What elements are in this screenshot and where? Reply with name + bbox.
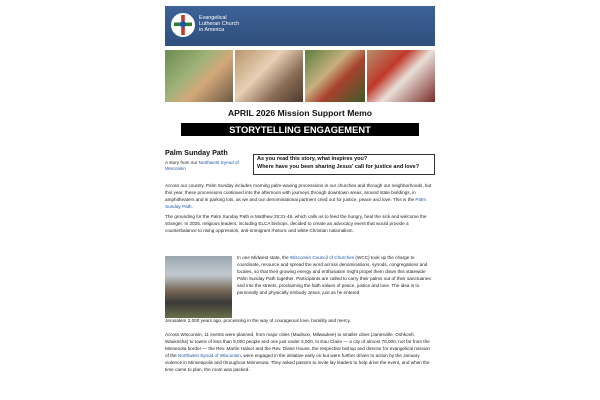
header-banner: [165, 6, 435, 46]
story-byline: A story from our Northwest Synod of Wisconsin: [165, 160, 239, 171]
wisconsin-group-photo: [165, 256, 232, 318]
photo-worship-2: [235, 50, 303, 102]
paragraph-grounding: The grounding for the Palm Sunday Path is Matthew 25:31-46, which calls us to feed the hungry, heal the sick and welcome the stranger. In 2025, religious leaders, including ELCA bishops, decided to create an advocacy event that would provide a counterbalance to rising oppression, anti-immigrant rhetoric and white Christian nationalism.: [165, 214, 427, 233]
photo-procession-1: [165, 50, 233, 102]
paragraph-wisconsin-cont: Jerusalem 2,000 years ago, processing in the way of courageous love, humility and mercy.: [165, 318, 351, 323]
elca-cross-logo-icon: [169, 11, 197, 39]
memo-page: [165, 6, 435, 400]
section-banner: STORYTELLING ENGAGEMENT: [181, 123, 419, 136]
paragraph-intro: Across our country, Palm Sunday includes morning palm-waving processions in our churches and through our neighborhoods, but this year, these processions continued into the afternoon with journeys through downtown areas, around state buildings, in amphitheaters and in parking lots, as we and our denominational partners cried out for justice, peace and love. This is the Palm Sunday Path.: [165, 183, 432, 209]
council-of-churches-link[interactable]: Wisconsin Council of Churches: [289, 255, 355, 260]
synod-link[interactable]: Northwest Synod of Wisconsin: [165, 160, 239, 171]
paragraph-events: Across Wisconsin, 11 events were planned, from major cities (Madison, Milwaukee) to smaller cities (Janesville, Oshkosh, Waukesha) to towns of less than 8,000 people and one just under 3,000. In Eau Claire — a city of almost 75,000, not far from the Minnesota border — the Rev. Martin Halvor and the Rev. Diane House, the respective bishop and director for evangelical mission of the Northwest Synod of Wisconsin, were engaged in the initiative early on but were further driven to action by the January violence in Minneapolis and throughout Minnesota. They asked pastors to invite lay leaders to help drive the event, and when the time came to plan, the room was packed.: [165, 332, 430, 372]
photo-clergy-4: [367, 50, 435, 102]
memo-title: APRIL 2026 Mission Support Memo: [227, 108, 373, 118]
photo-procession-3: [305, 50, 365, 102]
palm-sunday-path-link[interactable]: Palm Sunday Path: [165, 196, 426, 209]
synod-link-2[interactable]: Northwest Synod of Wisconsin: [177, 352, 241, 358]
reflection-question-box: As you read this story, what inspires you? Where have you been sharing Jesus' call for justice and love?: [253, 154, 435, 175]
paragraph-wisconsin: In one Midwest state, the Wisconsin Council of Churches (WCC) took up the charge to coordinate, resource and spread the word across denominations, synods, congregations and locales, so that their growing energy and enthusiasm might propel them down this statewide Palm Sunday Path together. Participants are called to carry their palms out of their sanctuaries and into the streets, proclaiming the faith values of peace, justice and love. The idea is to personally and physically embody Jesus, just as he entered: [237, 255, 431, 295]
story-heading: Palm Sunday Path: [165, 148, 228, 157]
org-name: Evangelical Lutheran Church in America: [199, 15, 240, 34]
photo-strip: [165, 50, 435, 102]
